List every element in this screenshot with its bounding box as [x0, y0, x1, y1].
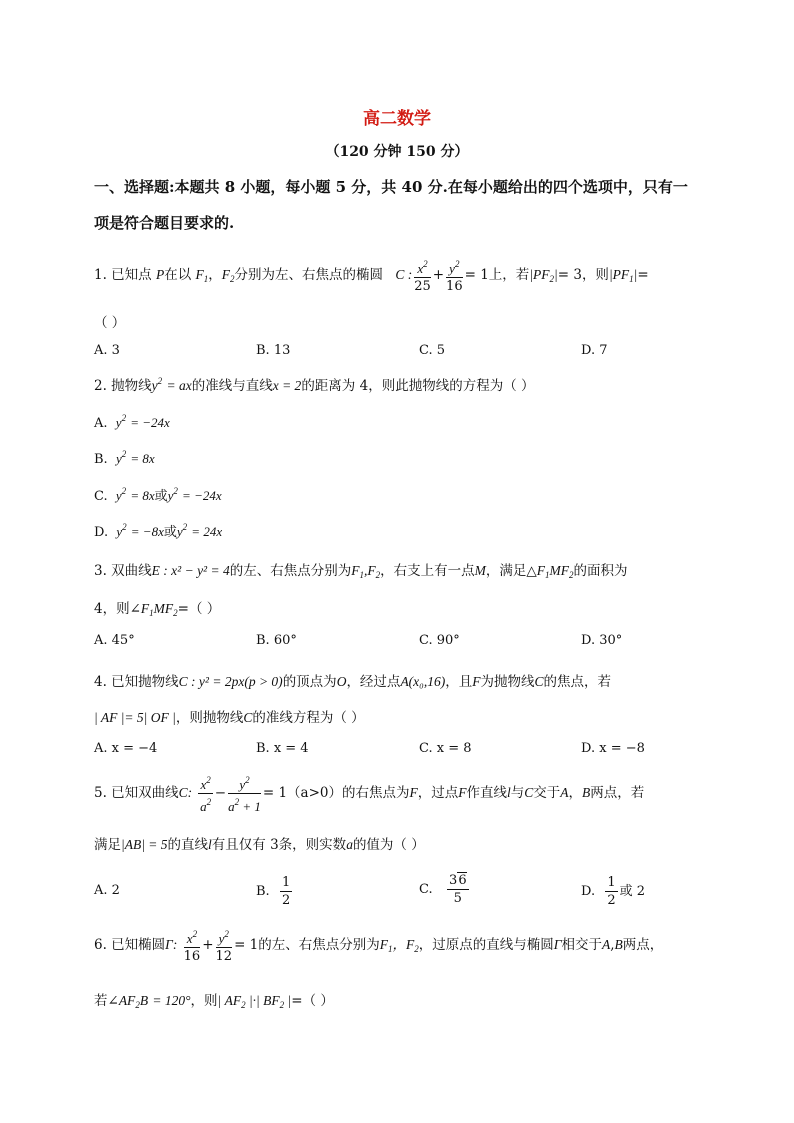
q4-option-b: B. x = 4	[256, 741, 309, 756]
q5-option-c	[419, 872, 471, 907]
q5-opt-b-label: B.	[256, 884, 270, 899]
q5-a-pt: A	[560, 785, 569, 800]
q2-opt-d-eq1: = −8x	[130, 524, 164, 539]
q2-opt-c-y2: $y^2$	[167, 486, 178, 503]
q3-eq: E : x² − y² = 4	[151, 563, 230, 578]
q3-text2: ，右支上有一点	[380, 563, 475, 579]
question-3-line2	[94, 597, 220, 618]
question-4-line2	[94, 706, 365, 726]
q3-option-c: C. 90°	[419, 633, 460, 648]
q2-opt-d-y2: $y^2$	[176, 522, 188, 539]
q6-text4: 两点，	[622, 937, 664, 953]
q4-text1: 的顶点为	[282, 674, 337, 690]
q5-text1: ，过点	[417, 785, 459, 801]
q1-ask-pf1: $|PF_1|$	[608, 267, 638, 284]
q4-option-c: C. x = 8	[419, 741, 472, 756]
q5-line2-a: a	[346, 837, 353, 852]
q1-text2: 分别为左、右焦点的椭圆	[234, 267, 384, 283]
q6-line2d: =（ ）	[291, 993, 334, 1009]
q6-lead: 6. 已知椭圆	[94, 937, 166, 953]
q2-lead: 2. 抛物线	[94, 378, 152, 394]
q2-opt-b-eq: = 8x	[130, 451, 155, 466]
q2-opt-d-eq2: = 24x	[191, 524, 223, 539]
q4-line2-c: C	[243, 710, 253, 725]
q4-text4: 为抛物线	[480, 674, 535, 690]
q3-text4: 的面积为	[573, 563, 628, 579]
q5-option-d	[581, 874, 645, 909]
q5-f: F	[409, 785, 418, 800]
q3-text3: ，满足△	[485, 563, 537, 579]
q6-line2b: = 120°	[152, 993, 191, 1008]
q4-o: O	[336, 674, 347, 689]
q2-opt-b-label: B.	[94, 452, 108, 467]
q5-cond: （a>0）的右焦点为	[287, 785, 410, 801]
q2-opt-a-eq: = −24x	[130, 415, 170, 430]
q1-frac-y: $\frac{y^2}{16}$	[446, 256, 463, 295]
q1-paren: （ ）	[94, 315, 126, 331]
q6-gamma: Γ:	[165, 937, 178, 952]
question-1-line1: 1. 已知点 P在以 $F_1$，$F_2$分别为左、右焦点的椭圆 C : $\frac{x^2}{25}$ + $\frac{y^2}{16}$ = 1上，若$|PF_2|= 3$，则$|PF_1|=$	[94, 256, 649, 296]
q6-line2a: 若∠	[94, 993, 119, 1009]
q6-text3: 相交于	[561, 937, 602, 953]
q1-cond: = 3	[557, 267, 582, 283]
q6-line2c: ，则	[190, 993, 218, 1009]
q5-line2a: 满足	[94, 837, 121, 853]
q5-line2eq: |AB| = 5	[121, 837, 168, 852]
q6-frac-y: $\frac{y^2}{12}$	[216, 926, 233, 965]
q5-lead: 5. 已知双曲线	[94, 785, 179, 801]
q5-opt-d-frac: $\frac{1}{2}$	[607, 875, 616, 908]
q4-line2-tail: ，则抛物线	[175, 710, 244, 726]
q1-lead: 1. 已知点	[94, 267, 152, 283]
q6-frac-x: $\frac{x^2}{16}$	[184, 926, 201, 965]
q3-text1: 的左、右焦点分别为	[229, 563, 352, 579]
q2-opt-b-y: $y^2$	[115, 449, 127, 466]
question-5-line2	[94, 833, 425, 853]
q1-ellipse-name: C :	[395, 267, 413, 282]
q5-opt-c-frac: $\frac{36}{5}$	[449, 873, 467, 906]
q6-ab: A	[601, 937, 611, 952]
q5-line2d: 的值为（ ）	[352, 837, 425, 853]
q1-f2: $F_2$	[221, 267, 235, 284]
q5-l: l	[507, 785, 511, 800]
q2-option-a	[94, 413, 170, 431]
q5-line2-l: l	[208, 837, 212, 852]
q4-eq: C : y² = 2px	[178, 674, 245, 689]
q5-opt-b-frac: $\frac{1}{2}$	[281, 875, 291, 908]
q5-b-pt: B	[582, 785, 591, 800]
question-5-line1: 5. 已知双曲线C: $\frac{x^2}{a^2}$ − $\frac{y^2}{a^2 + 1}$ = 1（a>0）的右焦点为F，过点F作直线l与C交于A，B两点，若	[94, 772, 644, 815]
q2-opt-c-eq1: = 8x	[130, 488, 155, 503]
q5-c-label: C:	[178, 785, 193, 800]
q1-option-a: A. 3	[94, 343, 120, 358]
q2-opt-c-label: C.	[94, 489, 108, 504]
q4-text5: 的焦点，若	[543, 674, 612, 690]
q5-text5: ，	[568, 785, 583, 801]
q5-text4: 交于	[533, 785, 561, 801]
q5-f2: F	[458, 785, 467, 800]
q2-opt-d-label: D.	[94, 525, 109, 540]
q4-c: C	[534, 674, 544, 689]
q5-text2: 作直线	[466, 785, 507, 801]
q5-eq-tail: = 1	[262, 785, 288, 801]
q3-ask: =（ ）	[177, 601, 221, 617]
q6-foci: $F_1$，$F_2$	[379, 937, 419, 954]
q2-opt-c-y1: $y^2$	[115, 486, 127, 503]
q1-frac-x: $\frac{x^2}{25}$	[414, 256, 431, 295]
question-6-line2	[94, 989, 334, 1010]
q5-opt-d-label: D.	[581, 884, 596, 899]
q4-line2-tail2: 的准线方程为（ ）	[252, 710, 365, 726]
section-heading-line2: 项是符合题目要求的.	[94, 214, 235, 232]
q2-opt-d-or: 或	[163, 525, 177, 540]
q2-opt-c-eq2: = −24x	[182, 488, 222, 503]
q1-text: 在以	[164, 267, 192, 283]
q5-text6: 两点，若	[590, 785, 645, 801]
q2-opt-c-or: 或	[154, 489, 168, 504]
q2-option-c	[94, 485, 222, 504]
q1-point-p: P	[155, 267, 165, 282]
q2-mid: 的准线与直线	[191, 378, 273, 394]
q3-option-a: A. 45°	[94, 633, 135, 648]
q2-option-d	[94, 521, 222, 540]
q5-opt-c-label: C.	[419, 882, 433, 897]
exam-duration-score: （120 分钟 150 分）	[325, 144, 469, 160]
q4-point-a: A(x₀,16)	[400, 674, 446, 689]
q4-lead: 4. 已知抛物线	[94, 674, 179, 690]
q3-angle: $F_1MF_2$	[140, 601, 178, 618]
q1-after-eq: 上，若	[488, 267, 530, 283]
q5-frac-y: $\frac{y^2}{a^2 + 1}$	[228, 772, 261, 815]
q6-product: | $AF_2$ |·| $BF_2$ |	[217, 993, 292, 1010]
page-title: 高二数学	[363, 109, 431, 129]
q4-text2: ，经过点	[346, 674, 401, 690]
q1-f1: $F_1$	[195, 267, 209, 284]
q5-text3: 与	[510, 785, 525, 801]
q2-eq: = ax	[166, 378, 192, 393]
q6-angle: $AF_2B$	[118, 993, 149, 1010]
q5-c2: C	[524, 785, 534, 800]
q6-text1: 的左、右焦点分别为	[258, 937, 380, 953]
q1-cond-pf2: $|PF_2|$	[529, 267, 558, 284]
question-4-line1	[94, 670, 611, 690]
q2-option-b	[94, 449, 155, 467]
q1-eq-tail: = 1	[464, 267, 489, 283]
q2-opt-a-y: $y^2$	[115, 413, 127, 430]
q6-eq-tail: = 1	[234, 937, 259, 953]
question-3-line1	[94, 559, 627, 580]
q3-point-m: M	[474, 563, 486, 578]
q2-line-eq: x = 2	[272, 378, 302, 393]
q1-option-b: B. 13	[256, 343, 291, 358]
q5-line2b: 的直线	[167, 837, 209, 853]
q1-option-c: C. 5	[419, 343, 446, 358]
question-2	[94, 374, 534, 394]
q2-opt-d-y1: $y^2$	[116, 522, 127, 539]
q2-tail: 的距离为 4，则此抛物线的方程为（ ）	[301, 378, 535, 394]
q5-opt-d-tail: 或 2	[619, 884, 646, 899]
q5-line2c: 有且仅有 3条，则实数	[211, 837, 347, 853]
q3-line2: 4，则∠	[94, 601, 141, 617]
q4-cond: (p > 0)	[244, 674, 283, 689]
q2-opt-a-label: A.	[94, 416, 108, 431]
q4-line2-eq: | AF |= 5| OF |	[94, 710, 176, 725]
q3-option-d: D. 30°	[581, 633, 623, 648]
q3-foci: $F_1,F_2$	[351, 563, 381, 580]
q3-lead: 3. 双曲线	[94, 563, 152, 579]
q4-f: F	[472, 674, 481, 689]
q4-option-d: D. x = −8	[581, 741, 645, 756]
question-6-line1: 6. 已知椭圆Γ: $\frac{x^2}{16}$ + $\frac{y^2}{12}$ = 1的左、右焦点分别为$F_1$，$F_2$，过原点的直线与椭圆Γ相交于A,B两点，	[94, 925, 663, 969]
q4-text3: ，且	[445, 674, 473, 690]
q1-ask: =	[637, 267, 649, 283]
q3-triangle: $F_1MF_2$	[536, 563, 574, 580]
q6-gamma2: Γ	[553, 937, 562, 952]
q5-option-a: A. 2	[94, 883, 120, 898]
q1-then: ，则	[581, 267, 609, 283]
q6-text2: ，过原点的直线与椭圆	[418, 937, 554, 953]
q6-b: B	[614, 937, 623, 952]
q2-y2: $y^2$	[151, 376, 163, 393]
q4-option-a: A. x = −4	[94, 741, 158, 756]
q5-option-b	[256, 874, 294, 909]
q3-option-b: B. 60°	[256, 633, 297, 648]
q1-option-d: D. 7	[581, 343, 608, 358]
section-heading-line1: 一、选择题:本题共 8 小题，每小题 5 分，共 40 分.在每小题给出的四个选项中，只有一	[94, 178, 688, 196]
q5-frac-x: $\frac{x^2}{a^2}$	[198, 772, 212, 815]
